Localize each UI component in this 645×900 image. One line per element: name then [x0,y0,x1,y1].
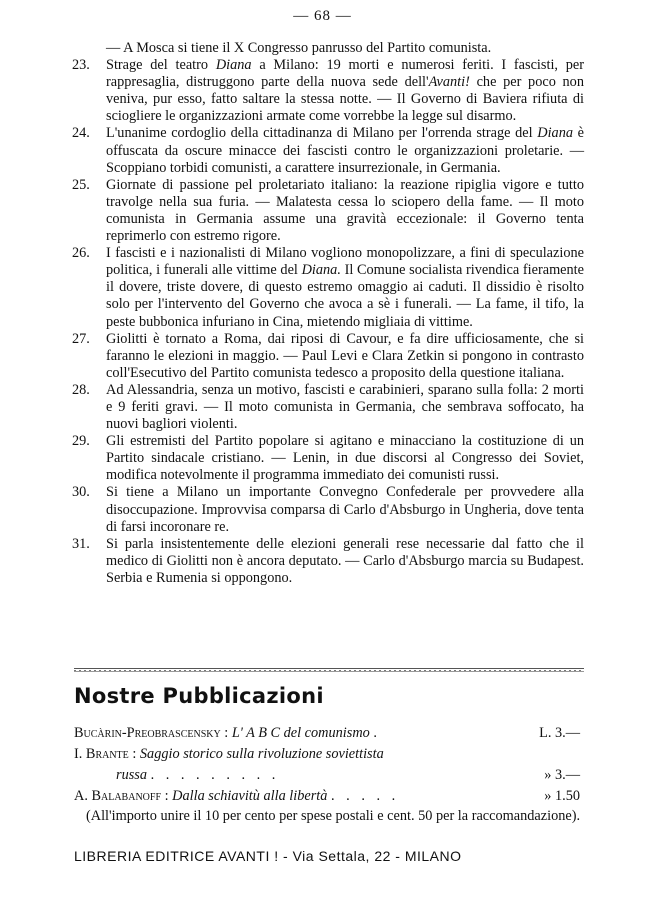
publication-author: A. Balabanoff : [74,788,169,804]
chronicle-entries [72,57,584,587]
chronicle-entry [72,433,584,484]
chronicle-entry [72,57,584,125]
entry-text [106,57,584,124]
entry-text [106,484,584,534]
entry-text-run: Il Comune socialista rivendica fieramente il dovere, triste dovere, di questo estremo omaggio ai caduti. Il dissidio è risolto solo per l'intervento del Governo che avoca a sè i funerali. — La fame, il tifo, la peste bubbonica infuriano in Cina, mietendo migliaia di vittime. [106,262,584,330]
chronicle-entry [72,125,584,176]
entry-italic-run: Diana [215,57,252,74]
publication-title: Saggio storico sulla rivoluzione soviettista [139,746,384,762]
chronicle-intro [72,40,584,57]
entry-day-number: 24. [72,125,90,142]
entry-day-number: 25. [72,176,90,193]
entry-text [106,382,584,432]
publication-author: I. Brante : [74,746,137,762]
chronicle-entry [72,536,584,587]
entry-day-number: 23. [72,57,90,74]
entry-text-run: I fascisti e i nazionalisti di Milano vogliono monopolizzare, a fini di speculazione politica, i funerali alle vittime del [106,245,584,279]
entry-text-run: Si tiene a Milano un importante Convegno Confederale per provvedere alla disoccupazione. Improvvisa comparsa di Carlo d'Absburgo in Ungheria, dove tenta di farsi incoronare re. [106,484,584,535]
publication-author: Bucàrin-Preobrascensky : [74,725,229,741]
chronicle [72,40,584,587]
entry-text-run: L'unanime cordoglio della cittadinanza di Milano per l'orrenda strage del [106,125,538,142]
entry-text-run: che per poco non veniva, pur esso, fatto saltare la stessa notte. — Il Governo di Baviera rifiuta di sciogliere le organizzazioni armate come vorrebbe la legge sul disarmo. [106,74,584,125]
entry-day-number: 30. [72,484,90,501]
entry-text [106,536,584,586]
entry-text-run: Giolitti è tornato a Roma, dai riposi di Cavour, e fa dire ufficiosamente, che si faranno le elezioni in maggio. — Paul Levi e Clara Zetkin si pongono in contrasto coll'Esecutivo del Partito comunista tedesco a proposito della questione italiana. [106,330,584,381]
chronicle-entry [72,382,584,433]
entry-text [106,177,584,244]
publication-price: » 3.— [544,767,580,783]
entry-italic-run: Avanti! [428,74,470,91]
chronicle-entry [72,245,584,330]
publication-price: » 1.50 [544,788,580,804]
chronicle-entry [72,484,584,535]
publication-leaders: . . . . . . . . . [150,767,280,783]
entry-italic-run: Diana. [301,262,341,279]
publications-list [74,724,584,808]
entry-text-run: Ad Alessandria, senza un motivo, fascisti e carabinieri, sparano sulla folla: 2 morti e 9 feriti gravi. — Il moto comunista in Germania, che sembrava soffocato, ha nuovi bagliori violenti. [106,381,584,433]
entry-text-run: è offuscata da oscure minacce dei fascisti contro le organizzazioni proletarie. — Scoppiano torbidi comunisti, a carattere insurrezionale, in Germania. [106,125,585,176]
entry-italic-run: Diana [537,125,573,142]
entry-day-number: 29. [72,433,90,450]
entry-text [106,433,584,483]
entry-day-number: 28. [72,381,90,398]
entry-text-run: Gli estremisti del Partito popolare si agitano e minacciano la costituzione di un Partito sindacale cristiano. — Lenin, in due discorsi al Congresso dei Soviet, modifica notevolmente il programma immediato dei comunisti russi. [106,433,584,484]
publication-title: L' A B C del comunismo [231,725,370,741]
publication-title-continued: russa [116,767,147,783]
entry-text-run: Giornate di passione pel proletariato italiano: la reazione ripiglia vigore e tutto travolge nella sua furia. — Malatesta cessa lo sciopero della fame. — Il moto comunista in Germania assume una gravità eccezionale: il Governo tenta reprimerlo con estremo rigore. [106,176,584,245]
publication-item [74,724,584,742]
entry-text [106,245,584,329]
chronicle-entry [72,331,584,382]
entry-text-run: Si parla insistentemente delle elezioni generali rese necessarie dal fatto che il medico di Giolitti non è ancora deputato. — Carlo d'Absburgo marcia su Budapest. Serbia e Rumenia si oppongono. [106,535,584,586]
entry-text [106,331,584,381]
entry-day-number: 26. [72,245,90,262]
entry-text-run: Strage del teatro [106,57,216,74]
publication-leaders: . . . . . [331,788,400,804]
chronicle-intro-text: — A Mosca si tiene il X Congresso panrusso del Partito comunista. [106,40,492,56]
publisher-address: LIBRERIA EDITRICE AVANTI ! - Via Settala, 22 - MILANO [74,848,462,864]
shipping-note: (All'importo unire il 10 per cento per spese postali e cent. 50 per la raccomandazione). [86,808,581,824]
publication-item [74,787,584,805]
divider-dots [74,670,584,671]
entry-text [106,125,584,175]
publications-heading: Nostre Pubblicazioni [74,684,324,708]
publication-title: Dalla schiavitù alla libertà [172,788,328,804]
page-number: — 68 — [293,8,352,24]
publication-item-continued [74,766,584,784]
publication-leaders: . [373,725,381,741]
publication-price: L. 3.— [539,725,580,741]
chronicle-entry [72,177,584,245]
publication-item [74,745,584,763]
entry-text-run: a Milano: 19 morti e numerosi feriti. I fascisti, per rappresaglia, distruggono parte della nuova sede dell' [106,57,584,91]
section-divider [74,668,584,672]
entry-day-number: 31. [72,535,90,552]
entry-day-number: 27. [72,330,90,347]
